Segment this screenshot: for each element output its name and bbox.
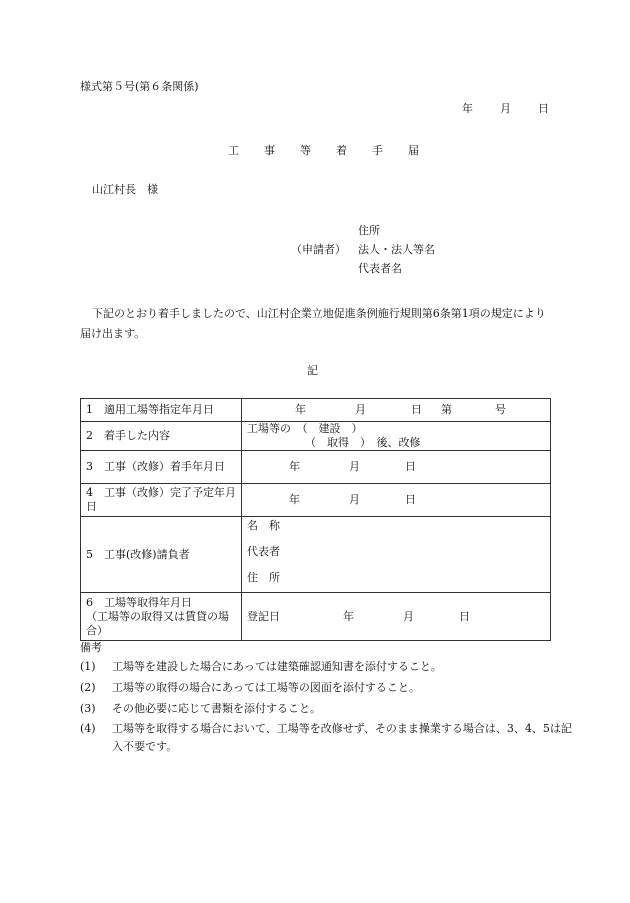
row3-year: 年 [289,460,300,473]
header-date [462,102,549,116]
body-text: 下記のとおり着手しましたので、山江村企業立地促進条例施行規則第6条第1項の規定により届け出ます。 [80,307,546,340]
table-row [81,422,551,451]
row5-label: 5 工事(改修)請負者 [81,517,242,593]
row1-day: 日 [411,403,422,416]
form-table [80,398,551,641]
row5-value [242,517,551,593]
title-char: 事 [264,144,275,157]
note-1 [80,658,550,676]
row5-address: 住 所 [247,571,280,584]
row4-value [242,484,551,517]
row3-day: 日 [405,460,416,473]
row4-label: 4 工事（改修）完了予定年月日 [81,484,242,517]
row6-year: 年 [343,609,354,623]
row1-dai: 第 [441,403,452,416]
note-4 [80,720,582,756]
row6-label-line1: 6 工場等取得年月日 [86,595,192,609]
row5-name: 名 称 [247,519,280,532]
document-title [228,144,444,158]
row6-value [242,593,551,641]
remarks-heading: 備考 [80,641,102,654]
table-row [81,517,551,593]
row1-month: 月 [355,403,366,416]
row3-label: 3 工事（改修）着手年月日 [81,451,242,484]
row2-line1: 工場等の （ 建設 ） [247,422,363,435]
row2-value [242,422,551,451]
row1-year: 年 [295,403,306,416]
note-num: (2) [80,681,96,694]
ki-heading: 記 [307,364,318,377]
note-text: 工場等を建設した場合にあっては建築確認通知書を添付すること。 [112,660,442,673]
applicant-label: （申請者） [291,243,346,256]
note-num: (1) [80,660,96,673]
row1-value [242,399,551,422]
title-char: 着 [336,144,347,157]
row5-rep: 代表者 [247,545,280,558]
header-year: 年 [462,102,473,115]
note-num: (3) [80,702,96,715]
note-3 [80,700,550,718]
row2-label: 2 着手した内容 [81,422,242,451]
row3-month: 月 [349,460,360,473]
note-text: 工場等を取得する場合において、工場等を改修せず、そのまま操業する場合は、3、4、5は記入不要です。 [112,722,572,753]
row4-year: 年 [289,493,300,506]
row4-month: 月 [349,493,360,506]
note-num: (4) [80,722,96,735]
row4-day: 日 [405,493,416,506]
row6-label [81,593,242,641]
addressee: 山江村長 様 [92,183,158,196]
title-char: 届 [408,144,419,157]
header-month: 月 [500,102,511,115]
table-row [81,484,551,517]
note-text: その他必要に応じて書類を添付すること。 [112,702,321,715]
note-text: 工場等の取得の場合にあっては工場等の図面を添付すること。 [112,681,420,694]
form-number: 様式第５号(第６条関係) [80,80,199,93]
row6-day: 日 [459,609,470,623]
row1-go: 号 [495,403,506,416]
title-char: 手 [372,144,383,157]
row2-line2: （ 取得 ） 後、改修 [305,436,421,449]
table-row [81,451,551,484]
table-row [81,593,551,641]
title-char: 工 [228,144,239,157]
table-row [81,399,551,422]
applicant-corporation: 法人・法人等名 [358,243,435,256]
title-char: 等 [300,144,311,157]
header-day: 日 [538,102,549,115]
row1-label: 1 適用工場等指定年月日 [81,399,242,422]
row6-month: 月 [403,609,414,623]
row3-value [242,451,551,484]
applicant-address: 住所 [358,224,380,237]
applicant-representative: 代表者名 [358,262,402,275]
row6-label-line2: （工場等の取得又は賃貸の場合） [86,609,229,637]
note-2 [80,679,550,697]
row6-reg: 登記日 [247,609,280,623]
